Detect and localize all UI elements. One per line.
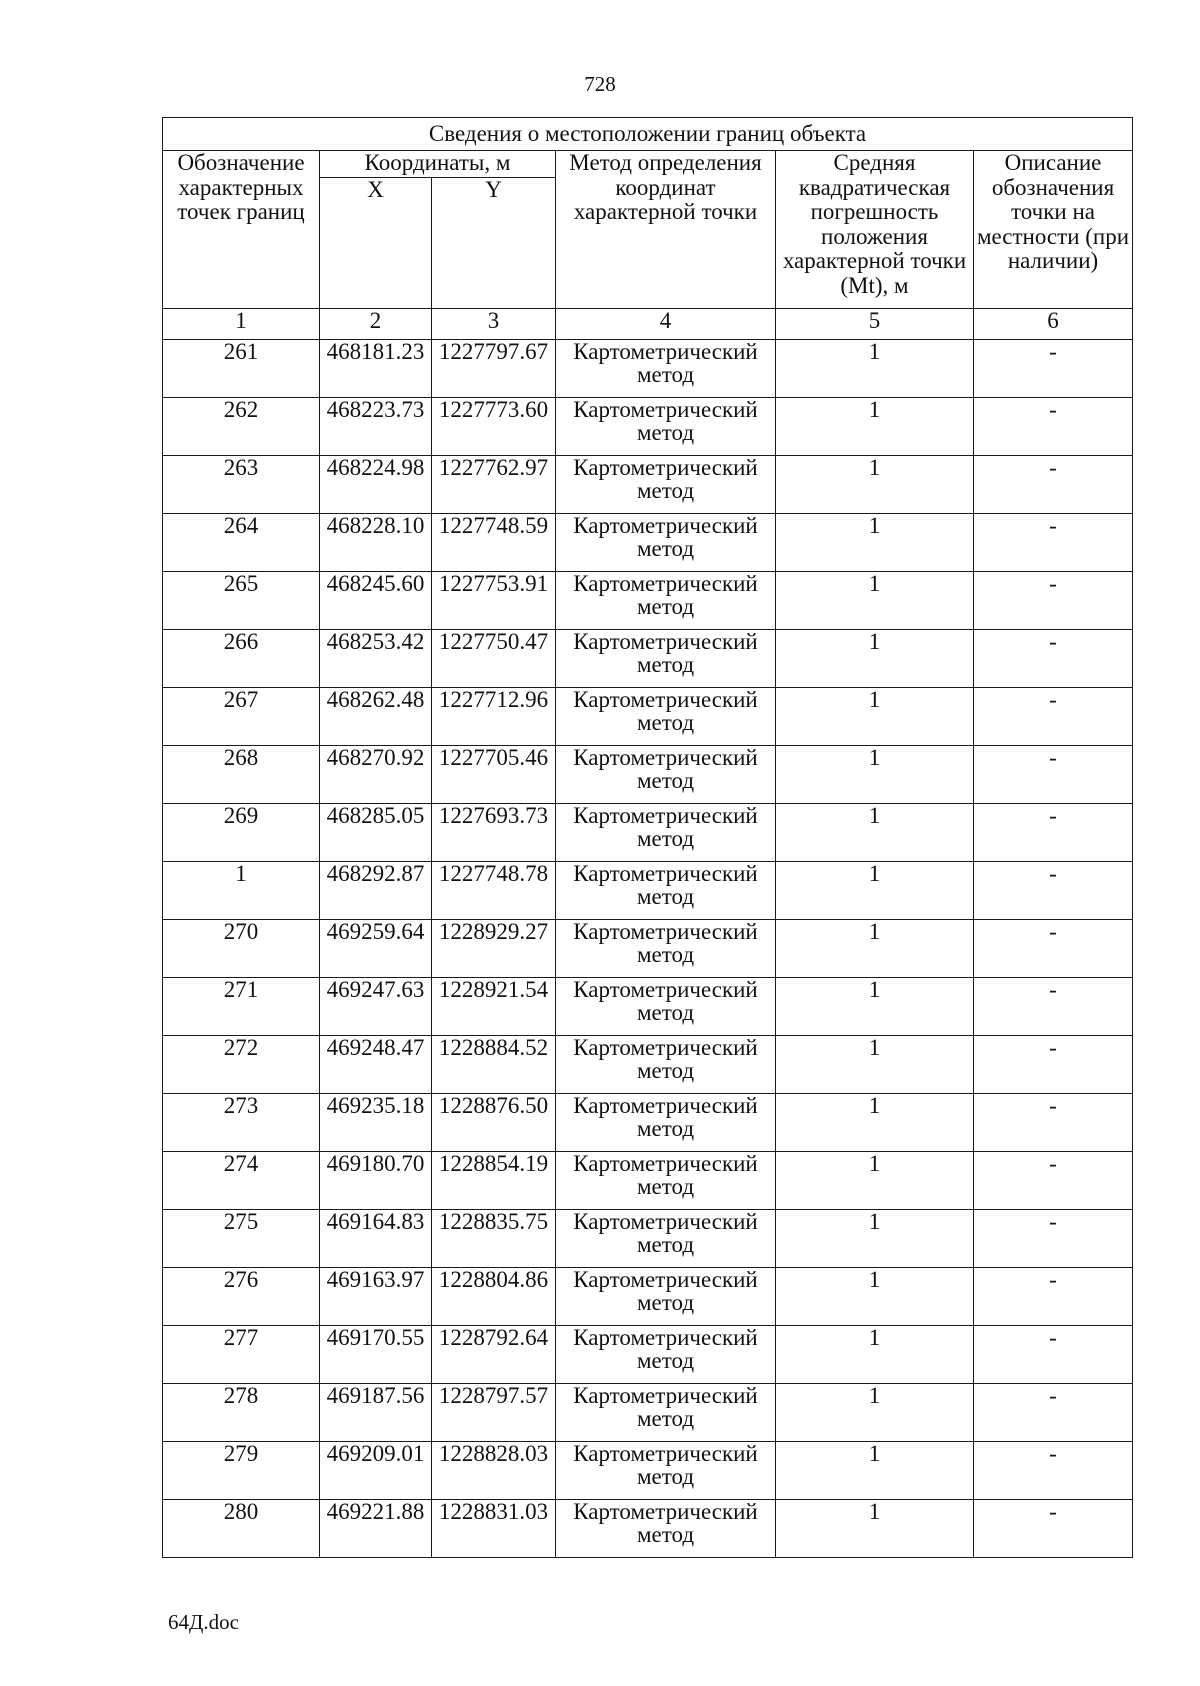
cell-point: 268 [163,746,320,804]
cell-y: 1227773.60 [432,398,556,456]
cell-y: 1228828.03 [432,1442,556,1500]
cell-y: 1227693.73 [432,804,556,862]
cell-error: 1 [776,688,974,746]
cell-x: 469247.63 [320,978,432,1036]
cell-error: 1 [776,456,974,514]
cell-error: 1 [776,514,974,572]
cell-description: - [974,804,1133,862]
table-body [163,340,1133,1558]
table-row [163,688,1133,746]
cell-point: 275 [163,1210,320,1268]
cell-y: 1228876.50 [432,1094,556,1152]
cell-y: 1227750.47 [432,630,556,688]
cell-point: 270 [163,920,320,978]
cell-x: 468181.23 [320,340,432,398]
cell-y: 1227797.67 [432,340,556,398]
header-x: X [320,178,432,309]
cell-point: 267 [163,688,320,746]
cell-point: 272 [163,1036,320,1094]
cell-error: 1 [776,1036,974,1094]
table-row [163,862,1133,920]
cell-x: 469221.88 [320,1500,432,1558]
cell-error: 1 [776,1268,974,1326]
cell-method: Картометрический метод [556,1094,776,1152]
cell-point: 264 [163,514,320,572]
cell-y: 1228797.57 [432,1384,556,1442]
cell-x: 468262.48 [320,688,432,746]
cell-error: 1 [776,804,974,862]
cell-method: Картометрический метод [556,572,776,630]
cell-x: 469187.56 [320,1384,432,1442]
cell-point: 265 [163,572,320,630]
footer-filename: 64Д.doc [168,1610,239,1634]
cell-method: Картометрический метод [556,456,776,514]
cell-point: 1 [163,862,320,920]
column-numbers-row [163,309,1133,340]
cell-point: 262 [163,398,320,456]
cell-method: Картометрический метод [556,978,776,1036]
table-title: Сведения о местоположении границ объекта [163,118,1133,151]
cell-description: - [974,688,1133,746]
cell-y: 1227762.97 [432,456,556,514]
cell-x: 468285.05 [320,804,432,862]
cell-description: - [974,1210,1133,1268]
cell-error: 1 [776,1384,974,1442]
cell-y: 1228835.75 [432,1210,556,1268]
cell-y: 1228884.52 [432,1036,556,1094]
column-number: 3 [432,309,556,340]
table-row [163,1036,1133,1094]
cell-method: Картометрический метод [556,804,776,862]
cell-y: 1227748.59 [432,514,556,572]
table-row [163,572,1133,630]
cell-x: 469259.64 [320,920,432,978]
table-header [163,118,1133,340]
cell-x: 468292.87 [320,862,432,920]
cell-point: 274 [163,1152,320,1210]
cell-error: 1 [776,630,974,688]
cell-point: 269 [163,804,320,862]
cell-point: 280 [163,1500,320,1558]
cell-description: - [974,340,1133,398]
cell-y: 1227753.91 [432,572,556,630]
column-number: 6 [974,309,1133,340]
cell-method: Картометрический метод [556,630,776,688]
table-row [163,1384,1133,1442]
cell-point: 276 [163,1268,320,1326]
cell-description: - [974,572,1133,630]
cell-description: - [974,1442,1133,1500]
column-number: 1 [163,309,320,340]
cell-error: 1 [776,746,974,804]
cell-description: - [974,1326,1133,1384]
cell-y: 1228804.86 [432,1268,556,1326]
header-description: Описание обозначения точки на местности (при наличии) [974,151,1133,309]
table-row [163,514,1133,572]
cell-description: - [974,1152,1133,1210]
cell-method: Картометрический метод [556,1210,776,1268]
table-row [163,1152,1133,1210]
cell-description: - [974,514,1133,572]
cell-y: 1227705.46 [432,746,556,804]
cell-x: 468223.73 [320,398,432,456]
cell-x: 469235.18 [320,1094,432,1152]
cell-error: 1 [776,1500,974,1558]
cell-error: 1 [776,572,974,630]
cell-y: 1228854.19 [432,1152,556,1210]
table-row [163,1094,1133,1152]
cell-error: 1 [776,1152,974,1210]
table-row [163,1268,1133,1326]
table-row [163,1500,1133,1558]
cell-method: Картометрический метод [556,1384,776,1442]
cell-error: 1 [776,862,974,920]
cell-x: 468270.92 [320,746,432,804]
cell-method: Картометрический метод [556,1152,776,1210]
table-row [163,1442,1133,1500]
cell-point: 278 [163,1384,320,1442]
cell-x: 469209.01 [320,1442,432,1500]
cell-error: 1 [776,398,974,456]
cell-description: - [974,1384,1133,1442]
cell-method: Картометрический метод [556,1326,776,1384]
cell-y: 1227748.78 [432,862,556,920]
cell-method: Картометрический метод [556,1442,776,1500]
header-point: Обозначение характерных точек границ [163,151,320,309]
cell-method: Картометрический метод [556,1268,776,1326]
cell-description: - [974,398,1133,456]
table-row [163,398,1133,456]
cell-method: Картометрический метод [556,514,776,572]
boundary-points-table [162,117,1133,1558]
header-method: Метод определения координат характерной точки [556,151,776,309]
cell-method: Картометрический метод [556,688,776,746]
cell-y: 1228929.27 [432,920,556,978]
cell-method: Картометрический метод [556,920,776,978]
cell-description: - [974,630,1133,688]
cell-x: 468245.60 [320,572,432,630]
cell-error: 1 [776,1094,974,1152]
cell-description: - [974,1036,1133,1094]
column-number: 2 [320,309,432,340]
table-row [163,340,1133,398]
cell-x: 469248.47 [320,1036,432,1094]
cell-description: - [974,1500,1133,1558]
header-y: Y [432,178,556,309]
cell-method: Картометрический метод [556,1036,776,1094]
cell-error: 1 [776,1442,974,1500]
cell-x: 468224.98 [320,456,432,514]
cell-x: 469170.55 [320,1326,432,1384]
table-row [163,746,1133,804]
cell-error: 1 [776,920,974,978]
cell-method: Картометрический метод [556,746,776,804]
cell-method: Картометрический метод [556,862,776,920]
cell-method: Картометрический метод [556,1500,776,1558]
cell-method: Картометрический метод [556,398,776,456]
cell-point: 271 [163,978,320,1036]
cell-point: 279 [163,1442,320,1500]
table-row [163,804,1133,862]
column-number: 4 [556,309,776,340]
cell-description: - [974,1094,1133,1152]
page-number: 728 [584,72,616,96]
cell-y: 1228792.64 [432,1326,556,1384]
cell-point: 273 [163,1094,320,1152]
cell-y: 1228831.03 [432,1500,556,1558]
cell-y: 1227712.96 [432,688,556,746]
cell-x: 468228.10 [320,514,432,572]
cell-error: 1 [776,1326,974,1384]
cell-description: - [974,746,1133,804]
cell-description: - [974,862,1133,920]
cell-point: 261 [163,340,320,398]
cell-x: 469163.97 [320,1268,432,1326]
table-row [163,1210,1133,1268]
cell-method: Картометрический метод [556,340,776,398]
table-row [163,456,1133,514]
table-row [163,978,1133,1036]
cell-description: - [974,978,1133,1036]
table-row [163,1326,1133,1384]
cell-error: 1 [776,1210,974,1268]
cell-point: 266 [163,630,320,688]
header-coordinates: Координаты, м [320,151,556,178]
table-row [163,920,1133,978]
cell-point: 263 [163,456,320,514]
cell-description: - [974,1268,1133,1326]
cell-point: 277 [163,1326,320,1384]
cell-description: - [974,456,1133,514]
cell-x: 468253.42 [320,630,432,688]
cell-error: 1 [776,978,974,1036]
cell-x: 469164.83 [320,1210,432,1268]
cell-x: 469180.70 [320,1152,432,1210]
header-error: Средняя квадратическая погрешность положения характерной точки (Mt), м [776,151,974,309]
column-number: 5 [776,309,974,340]
cell-error: 1 [776,340,974,398]
cell-description: - [974,920,1133,978]
table-row [163,630,1133,688]
cell-y: 1228921.54 [432,978,556,1036]
